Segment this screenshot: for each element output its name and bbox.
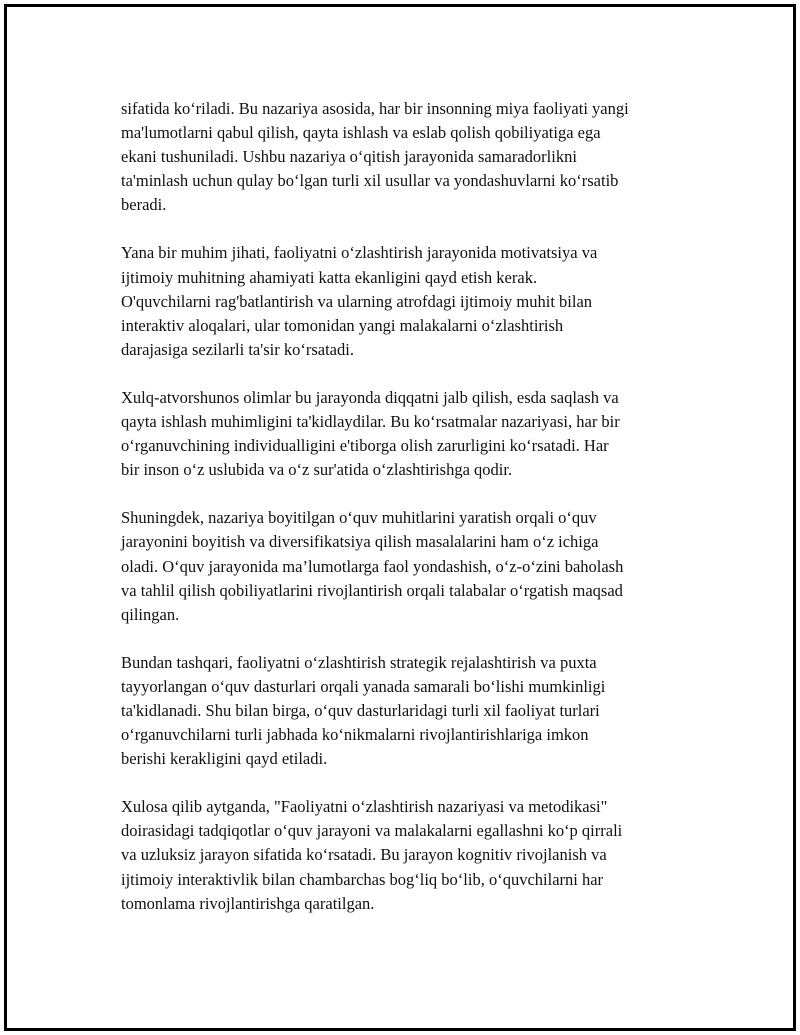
text-line: va tahlil qilish qobiliyatlarini rivojlantirish orqali talabalar o‘rgatish maqsad	[121, 580, 623, 600]
text-line: interaktiv aloqalari, ular tomonidan yangi malakalarni o‘zlashtirish	[121, 315, 564, 335]
text-line: Shuningdek, nazariya boyitilgan o‘quv muhitlarini yaratish orqali o‘quv	[121, 508, 597, 528]
page-frame	[4, 4, 796, 1031]
text-line: o‘rganuvchilarni turli jabhada ko‘nikmalarni rivojlantirishlariga imkon	[121, 725, 589, 745]
text-line: Xulosa qilib aytganda, "Faoliyatni o‘zlashtirish nazariyasi va metodikasi"	[121, 797, 608, 817]
text-line: ijtimoiy interaktivlik bilan chambarchas bog‘liq bo‘lib, o‘quvchilarni har	[121, 869, 604, 889]
text-line: tayyorlangan o‘quv dasturlari orqali yanada samarali bo‘lishi mumkinligi	[121, 676, 606, 696]
text-line: va uzluksiz jarayon sifatida ko‘rsatadi. Bu jarayon kognitiv rivojlanish va	[121, 845, 607, 865]
text-line: sifatida ko‘riladi. Bu nazariya asosida, har bir insonning miya faoliyati yangi	[121, 99, 629, 118]
text-line: O'quvchilarni rag'batlantirish va ularning atrofdagi ijtimoiy muhit bilan	[121, 291, 593, 311]
text-line: ekani tushuniladi. Ushbu nazariya o‘qitish jarayonida samaradorlikni	[121, 147, 577, 167]
text-line: qilingan.	[121, 604, 180, 624]
text-line: bir inson o‘z uslubida va o‘z sur'atida o‘zlashtirishga qodir.	[121, 460, 513, 480]
text-line: qayta ishlash muhimligini ta'kidlaydilar. Bu ko‘rsatmalar nazariyasi, har bir	[121, 412, 620, 432]
text-line: beradi.	[121, 195, 167, 215]
text-line: darajasiga sezilarli ta'sir ko‘rsatadi.	[121, 339, 354, 359]
text-line: ijtimoiy muhitning ahamiyati katta ekanligini qayd etish kerak.	[121, 267, 538, 287]
text-line: o‘rganuvchining individualligini e'tiborga olish zarurligini ko‘rsatadi. Har	[121, 436, 609, 456]
text-line: Bundan tashqari, faoliyatni o‘zlashtirish strategik rejalashtirish va puxta	[121, 652, 597, 672]
text-line: ma'lumotlarni qabul qilish, qayta ishlash va eslab qolish qobiliyatiga ega	[121, 123, 601, 143]
paragraph-1	[121, 97, 701, 217]
text-line: tomonlama rivojlantirishga qaratilgan.	[121, 893, 375, 913]
paragraph-2	[121, 241, 701, 361]
text-line: Xulq-atvorshunos olimlar bu jarayonda diqqatni jalb qilish, esda saqlash va	[121, 387, 619, 407]
text-line: ta'minlash uchun qulay bo‘lgan turli xil usullar va yondashuvlarni ko‘rsatib	[121, 171, 619, 191]
document-body	[121, 97, 701, 940]
paragraph-5	[121, 651, 701, 771]
paragraph-3	[121, 386, 701, 482]
paragraph-4	[121, 506, 701, 626]
text-line: jarayonini boyitish va diversifikatsiya qilish masalalarini ham o‘z ichiga	[121, 532, 599, 552]
text-line: Yana bir muhim jihati, faoliyatni o‘zlashtirish jarayonida motivatsiya va	[121, 243, 598, 263]
text-line: oladi. O‘quv jarayonida ma’lumotlarga faol yondashish, o‘z-o‘zini baholash	[121, 556, 624, 576]
text-line: ta'kidlanadi. Shu bilan birga, o‘quv dasturlaridagi turli xil faoliyat turlari	[121, 700, 600, 720]
text-line: berishi kerakligini qayd etiladi.	[121, 749, 328, 769]
text-line: doirasidagi tadqiqotlar o‘quv jarayoni va malakalarni egallashni ko‘p qirrali	[121, 821, 623, 841]
paragraph-6	[121, 795, 701, 915]
